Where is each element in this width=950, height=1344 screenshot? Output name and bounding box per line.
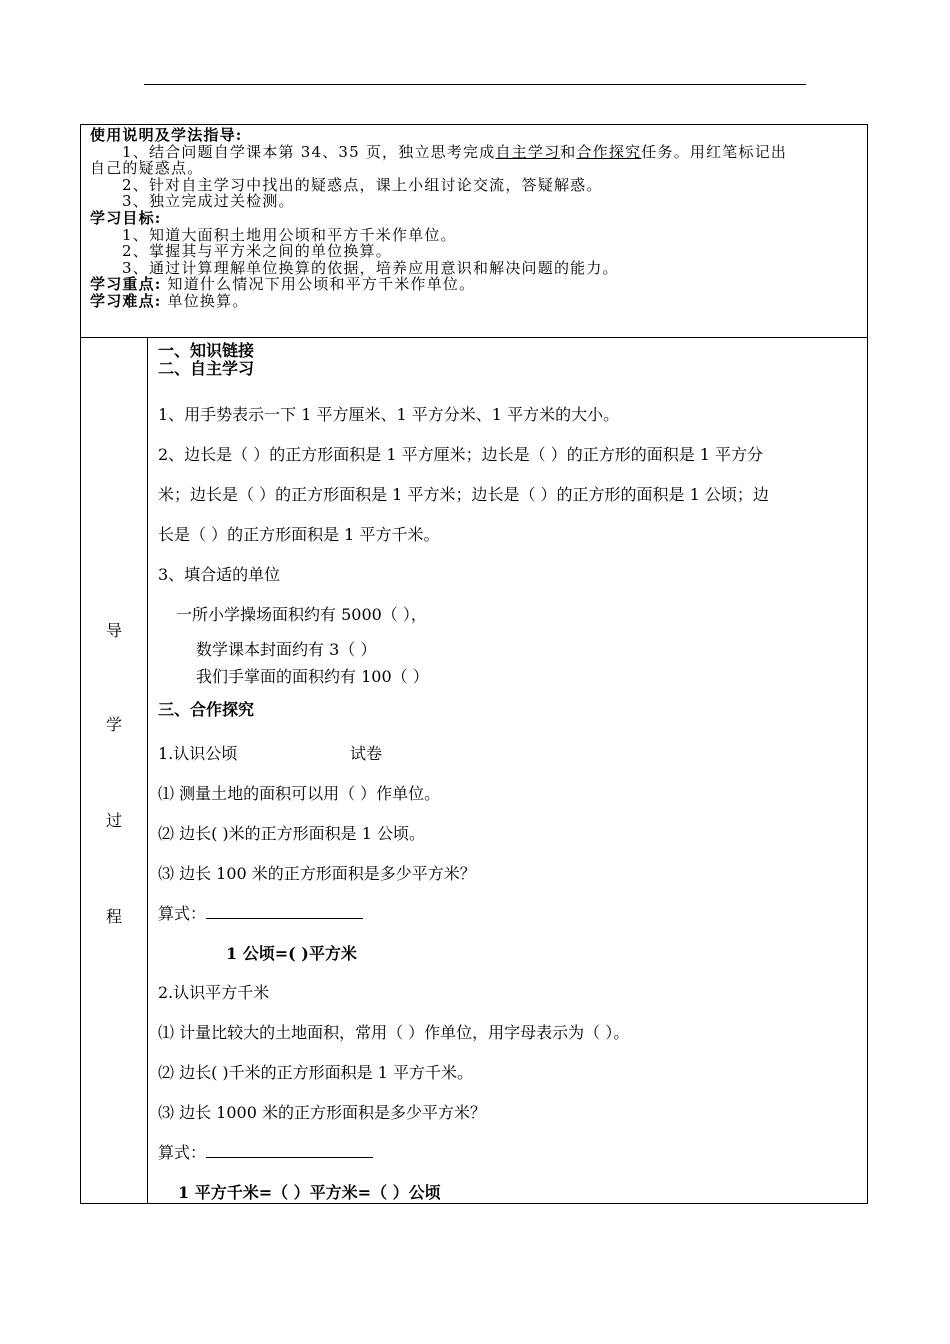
part2-title: 2.认识平方千米 <box>158 983 270 1002</box>
part1-result: 1 公顷=( )平方米 <box>226 944 357 963</box>
instruction-item-3: 3、独立完成过关检测。 <box>122 192 295 211</box>
part2-formula-blank[interactable] <box>206 1143 373 1158</box>
goal-item-2: 2、掌握其与平方米之间的单位换算。 <box>122 242 392 261</box>
part1-formula: 算式： <box>158 901 363 924</box>
key-point: 学习重点: 知道什么情况下用公顷和平方千米作单位。 <box>90 275 476 294</box>
section-cooperative: 三、合作探究 <box>158 700 255 719</box>
self-study-q2-line2: 米；边长是（ ）的正方形面积是 1 平方米；边长是（ ）的正方形的面积是 1 公顷；边 <box>158 485 769 504</box>
part2-q-a: ⑴ 计量比较大的土地面积，常用（ ）作单位，用字母表示为（ ）。 <box>158 1023 630 1042</box>
self-study-q2-line1: 2、边长是（ ）的正方形面积是 1 平方厘米；边长是（ ）的正方形的面积是 1 平方分 <box>158 445 764 464</box>
side-char-3: 过 <box>105 811 122 830</box>
instruction-item-1: 1、结合问题自学课本第 34、35 页，独立思考完成自主学习和合作探究任务。用红笔标记出 <box>122 142 788 161</box>
self-study-q3: 3、填合适的单位 <box>158 565 281 584</box>
goals-heading: 学习目标: <box>90 208 162 227</box>
part1-extra: 试卷 <box>350 744 383 763</box>
instruction-item-2: 2、针对自主学习中找出的疑惑点，课上小组讨论交流，答疑解惑。 <box>122 175 603 194</box>
goal-item-1: 1、知道大面积土地用公顷和平方千米作单位。 <box>122 225 457 244</box>
part2-result: 1 平方千米=（ ）平方米=（ ）公顷 <box>178 1183 441 1202</box>
q3-item-c: 我们手掌面的面积约有 100（ ） <box>196 667 429 686</box>
process-content <box>148 338 867 1203</box>
part1-q-c: ⑶ 边长 100 米的正方形面积是多少平方米？ <box>158 864 476 883</box>
part1-title: 1.认识公顷 <box>158 744 238 763</box>
difficulty-point: 学习难点: 单位换算。 <box>90 291 249 310</box>
section-self-study: 二、自主学习 <box>158 359 255 378</box>
side-char-1: 导 <box>105 621 122 640</box>
part2-q-b: ⑵ 边长( )千米的正方形面积是 1 平方千米。 <box>158 1063 474 1082</box>
side-label-column <box>81 338 148 1203</box>
instructions-heading: 使用说明及学法指导: <box>90 126 243 144</box>
side-char-2: 学 <box>105 715 122 734</box>
part1-formula-blank[interactable] <box>206 904 363 919</box>
q3-item-a: 一所小学操场面积约有 5000（ ）， <box>176 605 427 624</box>
part1-q-a: ⑴ 测量土地的面积可以用（ ）作单位。 <box>158 784 441 803</box>
goal-item-3: 3、通过计算理解单位换算的依据，培养应用意识和解决问题的能力。 <box>122 258 619 277</box>
side-char-4: 程 <box>105 907 122 926</box>
part1-q-b: ⑵ 边长( )米的正方形面积是 1 公顷。 <box>158 824 426 843</box>
self-study-q1: 1、用手势表示一下 1 平方厘米、1 平方分米、1 平方米的大小。 <box>158 405 620 424</box>
part2-formula: 算式： <box>158 1140 373 1163</box>
header-rule <box>144 84 806 85</box>
section-knowledge-link: 一、知识链接 <box>158 341 255 360</box>
guidance-cell <box>81 125 867 338</box>
instruction-item-1-cont: 自己的疑惑点。 <box>90 159 204 178</box>
self-study-q2-line3: 长是（ ）的正方形面积是 1 平方千米。 <box>158 525 440 544</box>
worksheet-table <box>80 124 868 1204</box>
q3-item-b: 数学课本封面约有 3（ ） <box>196 640 377 659</box>
part2-q-c: ⑶ 边长 1000 米的正方形面积是多少平方米？ <box>158 1103 486 1122</box>
